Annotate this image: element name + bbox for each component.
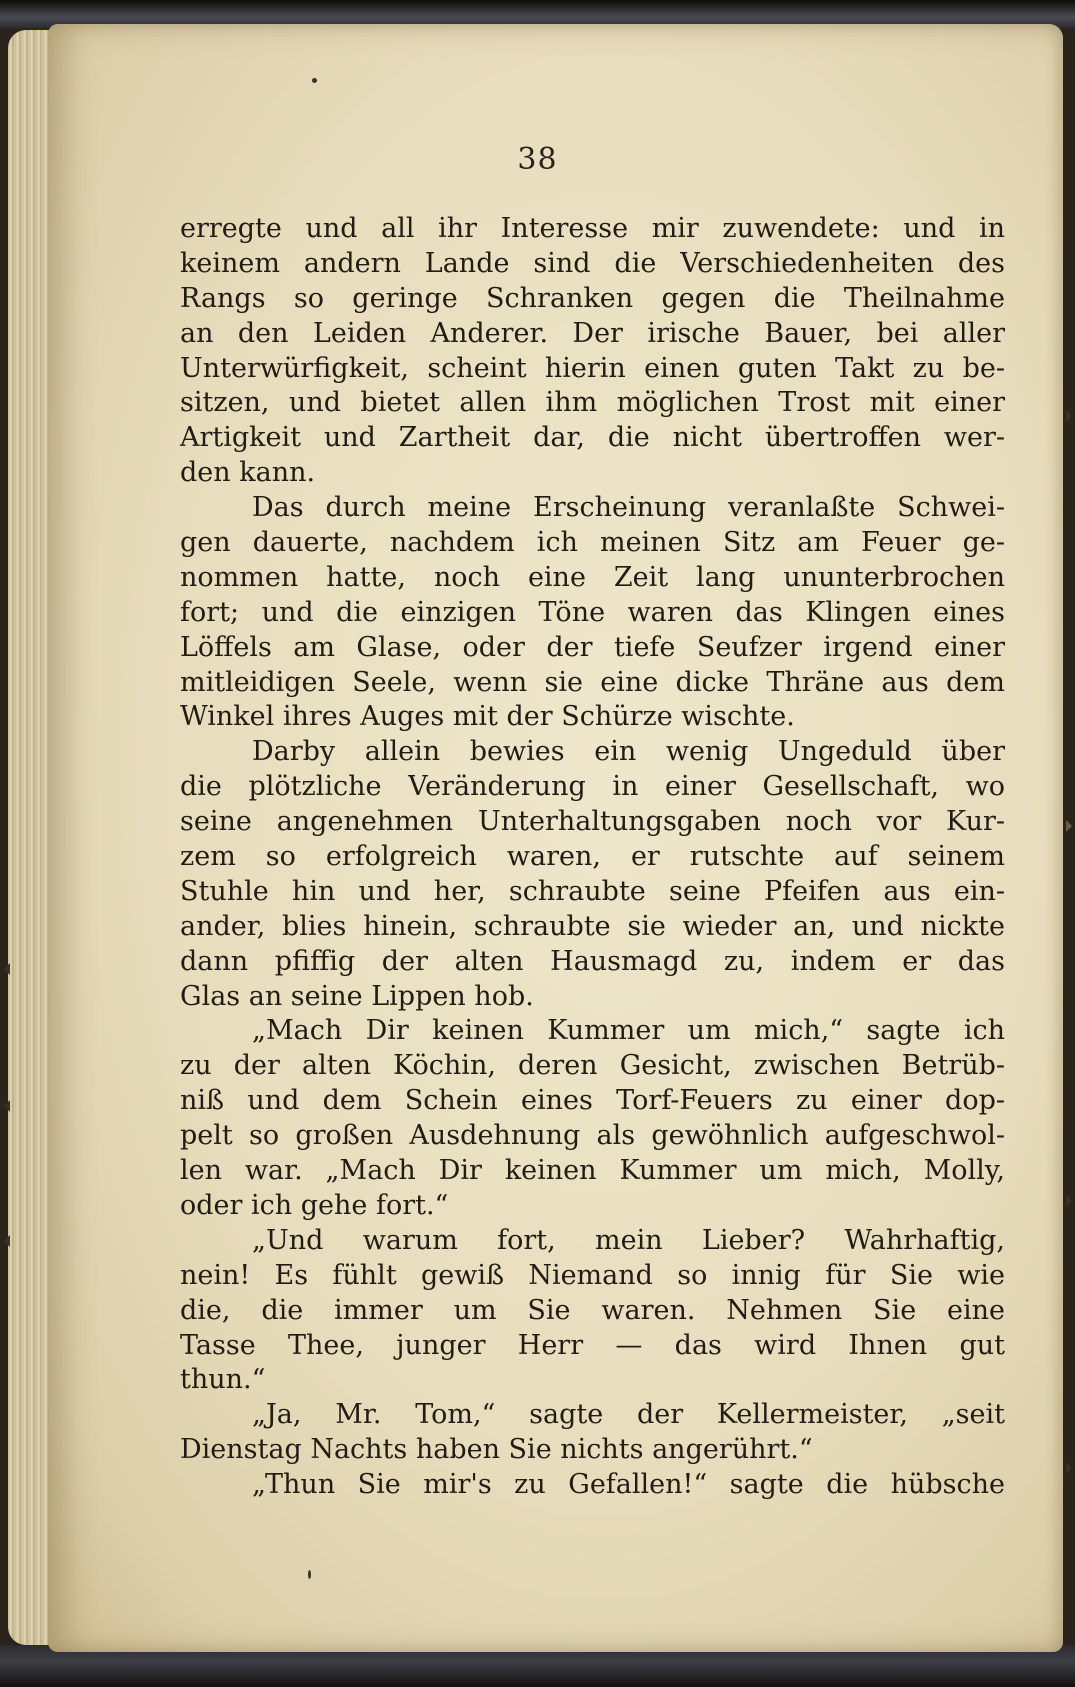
body-text: [180, 212, 1005, 1503]
text-line: sitzen, und bietet allen ihm möglichen Trost mit einer: [180, 387, 1005, 419]
margin-mark: [4, 1235, 10, 1247]
text-line: erregte und all ihr Interesse mir zuwendete: und in: [180, 213, 1005, 244]
text-line: gen dauerte, nachdem ich meinen Sitz am Feuer ge-: [180, 527, 1005, 559]
text-line: zu der alten Köchin, deren Gesicht, zwischen Betrüb-: [180, 1050, 1005, 1082]
text-line: seine angenehmen Unterhaltungsgaben noch vor Kur-: [180, 806, 1005, 838]
text-line: nommen hatte, noch eine Zeit lang ununterbrochen: [180, 561, 1005, 593]
margin-mark: [1066, 1195, 1072, 1207]
text-line: Unterwürfigkeit, scheint hierin einen guten Takt zu be-: [180, 352, 1005, 384]
paper-speck: [312, 78, 317, 83]
margin-mark: [1066, 1462, 1072, 1474]
text-line: „Ja, Mr. Tom,“ sagte der Kellermeister, „seit: [252, 1399, 1005, 1431]
text-line: fort; und die einzigen Töne waren das Klingen eines: [180, 596, 1005, 628]
text-line: die plötzliche Veränderung in einer Gesellschaft, wo: [180, 771, 1005, 803]
margin-mark: [4, 963, 10, 975]
paper-speck: [308, 1570, 311, 1579]
text-line: thun.“: [180, 1364, 266, 1396]
text-line: len war. „Mach Dir keinen Kummer um mich, Molly,: [180, 1155, 1005, 1187]
text-line: pelt so großen Ausdehnung als gewöhnlich aufgeschwol-: [180, 1120, 1005, 1152]
text-line: oder ich gehe fort.“: [180, 1189, 449, 1221]
text-line: Das durch meine Erscheinung veranlaßte Schwei-: [252, 492, 1005, 524]
text-line: „Thun Sie mir's zu Gefallen!“ sagte die hübsche: [252, 1469, 1005, 1501]
margin-mark: [1066, 820, 1072, 832]
text-line: mitleidigen Seele, wenn sie eine dicke Thräne aus dem: [180, 666, 1005, 698]
text-line: Artigkeit und Zartheit dar, die nicht übertroffen wer-: [180, 422, 1005, 454]
text-line: die, die immer um Sie waren. Nehmen Sie eine: [180, 1294, 1005, 1326]
text-line: dann pfiffig der alten Hausmagd zu, indem er das: [180, 945, 1005, 977]
text-line: Darby allein bewies ein wenig Ungeduld über: [252, 736, 1005, 768]
text-line: Tasse Thee, junger Herr — das wird Ihnen gut: [180, 1329, 1005, 1361]
margin-mark: [1066, 410, 1072, 422]
text-line: Glas an seine Lippen hob.: [180, 980, 534, 1012]
text-line: Winkel ihres Auges mit der Schürze wischte.: [180, 701, 795, 733]
text-line: Dienstag Nachts haben Sie nichts angerührt.“: [180, 1434, 813, 1466]
text-line: Rangs so geringe Schranken gegen die Theilnahme: [180, 282, 1005, 314]
margin-mark: [4, 1100, 10, 1112]
text-line: niß und dem Schein eines Torf-Feuers zu einer dop-: [180, 1085, 1005, 1117]
text-line: „Mach Dir keinen Kummer um mich,“ sagte ich: [252, 1015, 1005, 1047]
text-line: ander, blies hinein, schraubte sie wieder an, und nickte: [180, 910, 1005, 942]
text-line: „Und warum fort, mein Lieber? Wahrhaftig,: [252, 1224, 1005, 1256]
page-number: 38: [517, 142, 558, 177]
text-line: nein! Es fühlt gewiß Niemand so innig für Sie wie: [180, 1259, 1005, 1291]
text-line: keinem andern Lande sind die Verschiedenheiten des: [180, 247, 1005, 279]
text-line: zem so erfolgreich waren, er rutschte auf seinem: [180, 841, 1005, 873]
text-line: Stuhle hin und her, schraubte seine Pfeifen aus ein-: [180, 875, 1005, 907]
text-line: an den Leiden Anderer. Der irische Bauer, bei aller: [180, 317, 1005, 349]
text-line: Löffels am Glase, oder der tiefe Seufzer irgend einer: [180, 631, 1005, 663]
text-line: den kann.: [180, 457, 316, 489]
